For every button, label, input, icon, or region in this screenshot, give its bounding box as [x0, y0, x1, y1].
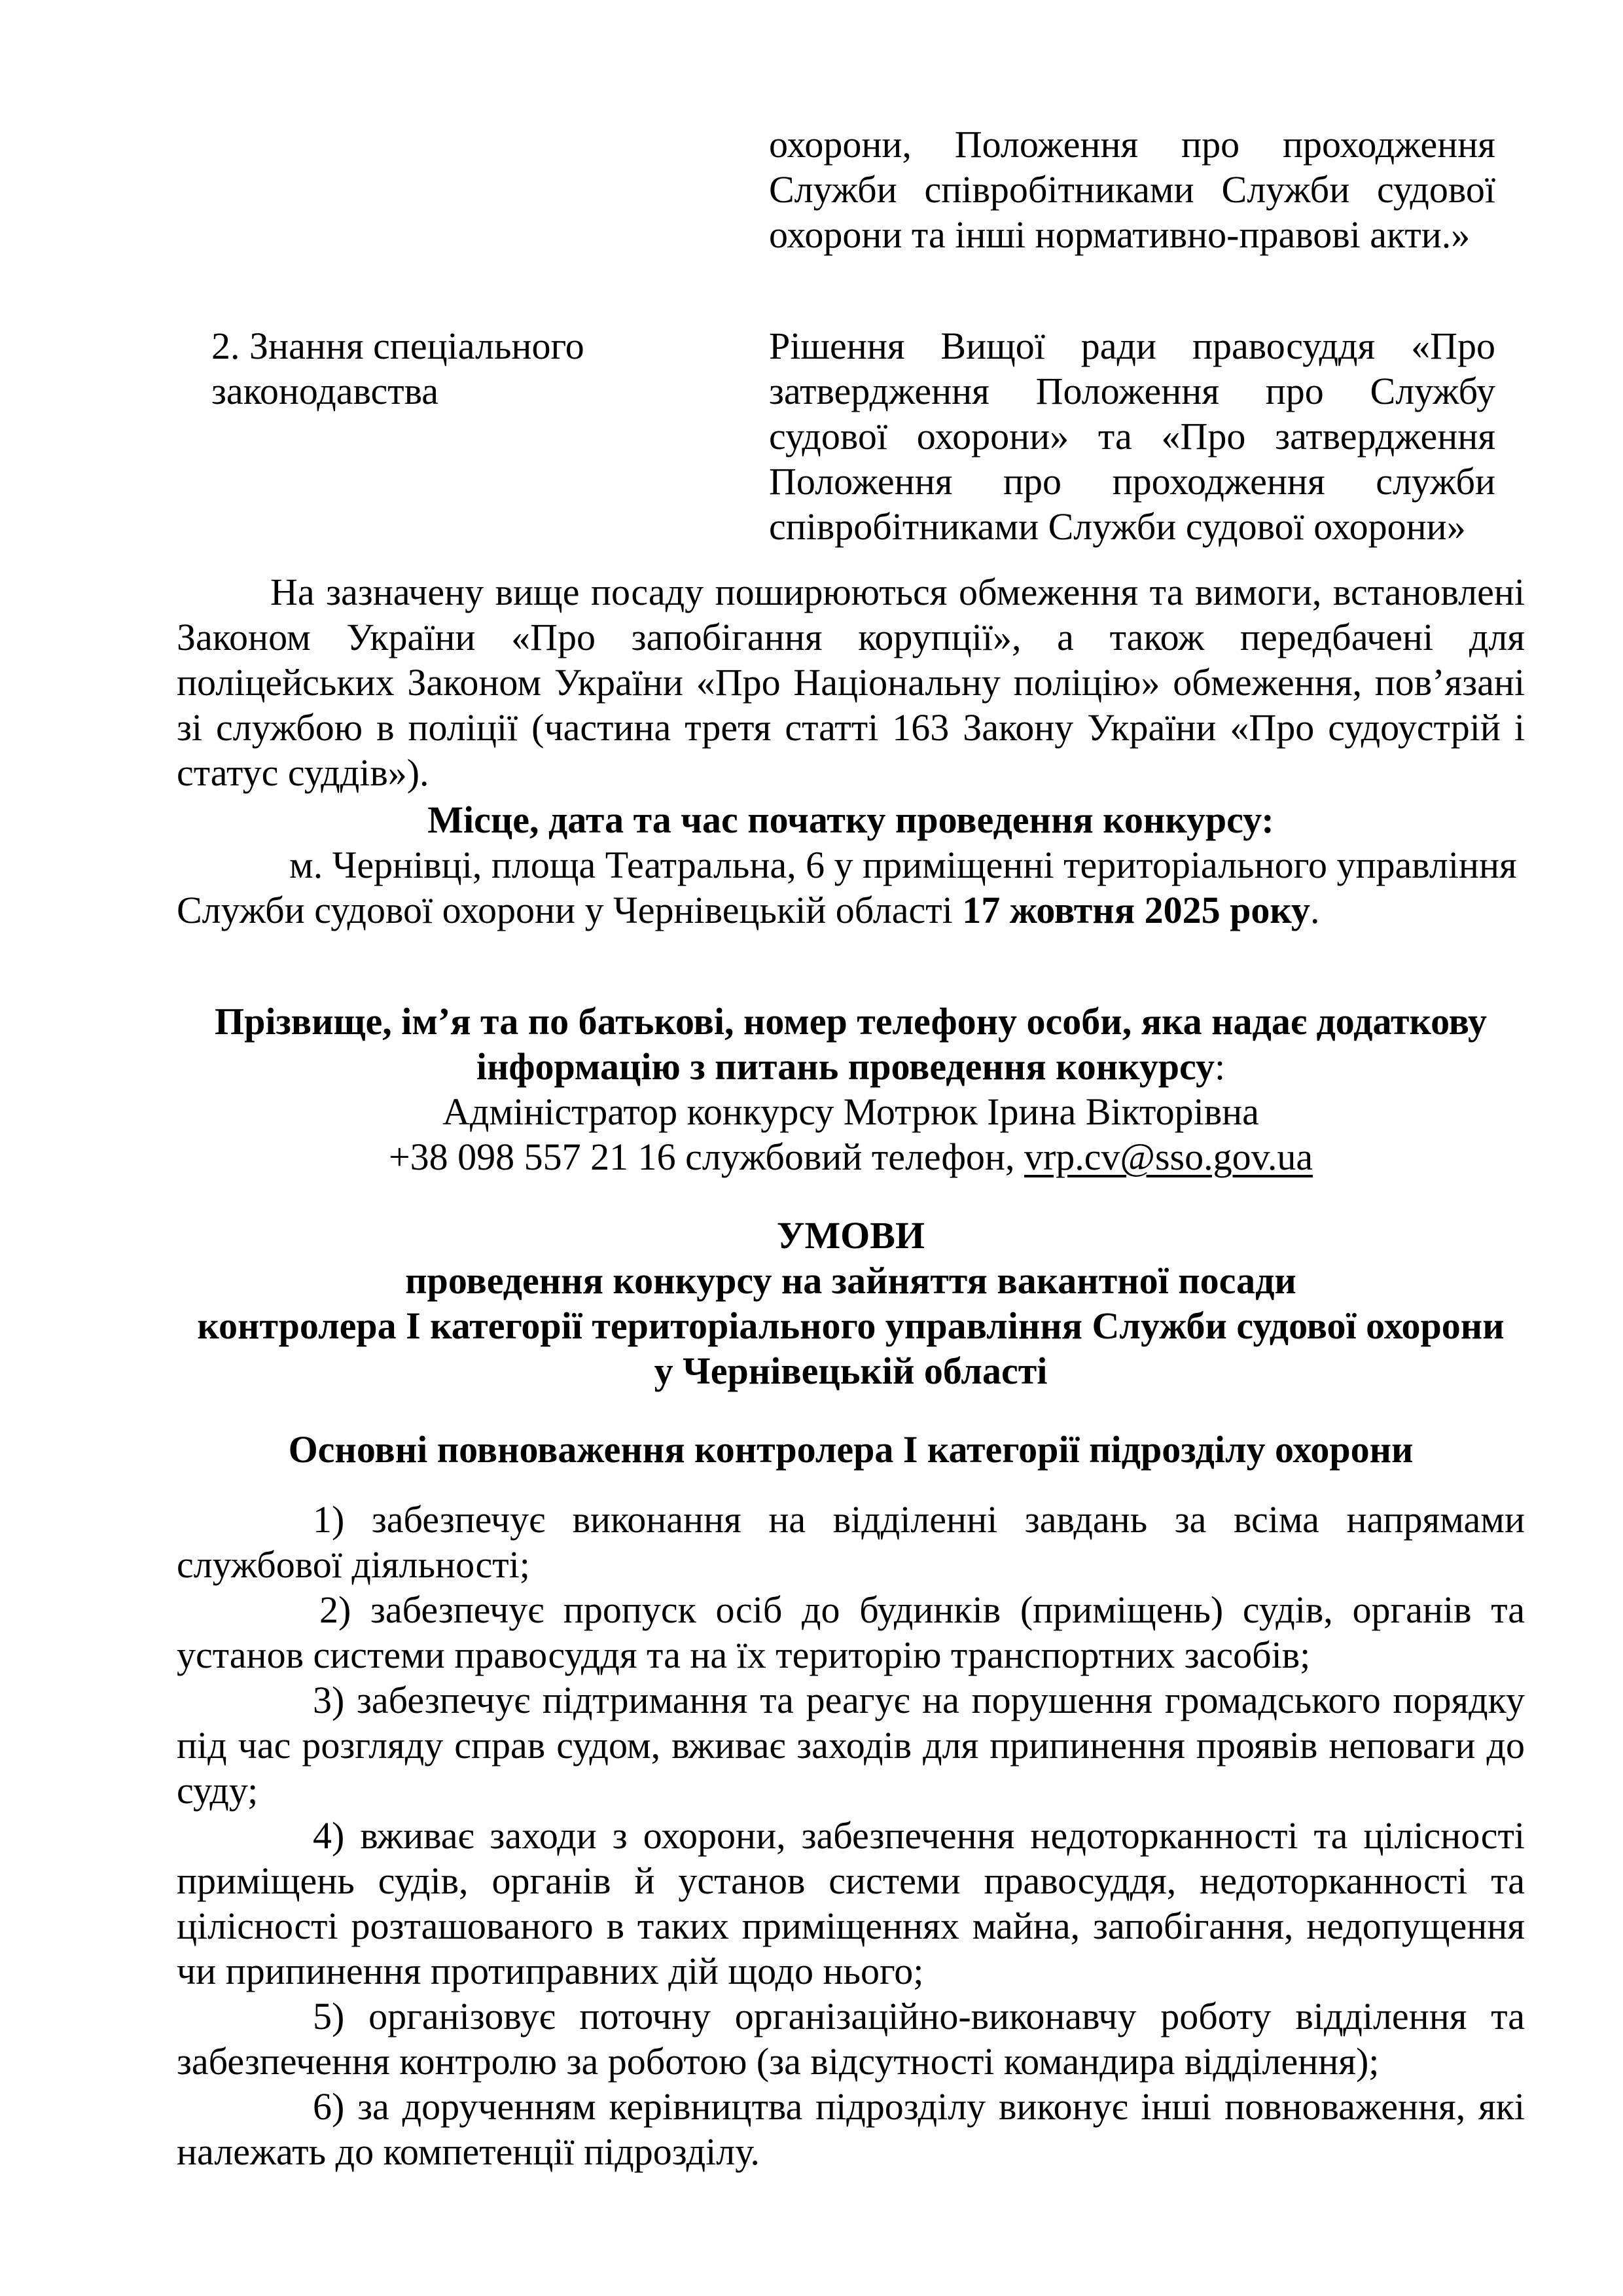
powers-heading: Основні повноваження контролера I категорії підрозділу охорони: [288, 1428, 1414, 1471]
powers-list-item: 2) забезпечує пропуск осіб до будинків (приміщень) судів, органів та установ системи правосуддя та на їх територію транспортних засобів;: [177, 1588, 1525, 1676]
contact-section: [177, 999, 1525, 1179]
place-section: [177, 797, 1525, 933]
contact-heading: [177, 999, 1525, 1089]
restrictions-paragraph: На зазначену вище посаду поширюються обмеження та вимоги, встановлені Законом України «Про запобігання корупції», а також передбачені для поліцейських Законом України «Про Національну поліцію» обмеження, пов’язані зі службою в поліції (частина третя статті 163 Закону України «Про судоустрій і статус суддів»).: [177, 571, 1525, 794]
powers-list: [177, 1497, 1525, 2174]
phone-number: +38 098 557 21 16 службовий телефон,: [388, 1136, 1024, 1178]
contact-heading-text: Прізвище, ім’я та по батькові, номер телефону особи, яка надає додаткову інформацію з питань проведення конкурсу: [214, 1000, 1488, 1088]
continuation-text: охорони, Положення про проходження Служби співробітниками Служби судової охорони та інші нормативно-правові акти.»: [769, 123, 1495, 256]
powers-list-item: 6) за дорученням керівництва підрозділу виконує інші повноваження, які належать до компетенції підрозділу.: [177, 2085, 1525, 2173]
powers-list-item: 4) вживає заходи з охорони, забезпечення недоторканності та цілісності приміщень судів, органів й установ системи правосуддя, недоторканності та цілісності розташованого в таких приміщеннях майна, запобігання, недопущення чи припинення протиправних дій щодо нього;: [177, 1814, 1525, 1992]
powers-list-item: 5) організовує поточну організаційно-виконавчу роботу відділення та забезпечення контролю за роботою (за відсутності командира відділення);: [177, 1995, 1525, 2083]
place-period: .: [1310, 889, 1320, 931]
contact-heading-colon: :: [1215, 1045, 1226, 1088]
conditions-subtitle-line-2: контролера I категорії територіального управління Служби судової охорони: [197, 1304, 1505, 1347]
contact-line: [177, 1134, 1525, 1179]
conditions-title: УМОВИ: [776, 1214, 925, 1257]
powers-list-item: 1) забезпечує виконання на відділенні завдань за всіма напрямами службової діяльності;: [177, 1498, 1525, 1586]
powers-list-item: 3) забезпечує підтримання та реагує на порушення громадського порядку під час розгляду справ судом, вживає заходів для припинення проявів неповаги до суду;: [177, 1679, 1525, 1812]
requirement-label: 2. Знання спеціального законодавства: [211, 325, 584, 412]
conditions-heading-block: [177, 1213, 1525, 1393]
email-link[interactable]: vrp.cv@sso.gov.ua: [1024, 1136, 1313, 1178]
conditions-subtitle-line-3: у Чернівецькій області: [654, 1350, 1048, 1392]
place-address: м. Чернівці, площа Театральна, 6 у приміщенні територіального управління Служби судової охорони у Чернівецькій області: [177, 844, 1517, 931]
place-heading: Місце, дата та час початку проведення конкурсу:: [427, 798, 1274, 841]
place-text: [177, 842, 1525, 933]
requirement-content: Рішення Вищої ради правосуддя «Про затвердження Положення про Службу судової охорони» та «Про затвердження Положення про проходження служби співробітниками Служби судової охорони»: [769, 325, 1495, 548]
administrator-name: Адміністратор конкурсу Мотрюк Ірина Вікторівна: [442, 1090, 1259, 1133]
contest-date: 17 жовтня 2025 року: [962, 889, 1310, 931]
conditions-subtitle-line-1: проведення конкурсу на зайняття вакантної посади: [405, 1259, 1296, 1302]
